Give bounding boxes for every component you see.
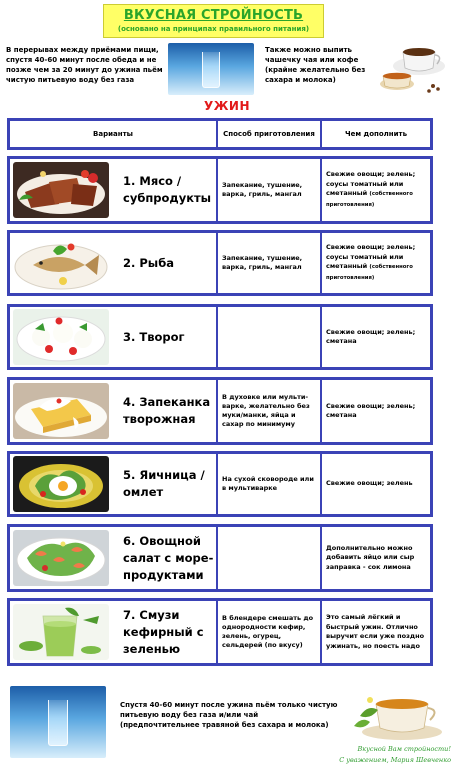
addition-cell bbox=[322, 454, 430, 514]
variant-name: 2. Рыба bbox=[123, 255, 174, 270]
addition-text: Свежие овощи; зелень; соусы томатный или сметанный bbox=[326, 243, 416, 270]
addition-text: Свежие овощи; зелень; сметана bbox=[326, 327, 416, 345]
header-method: Способ приготовления bbox=[218, 121, 322, 147]
header-addition: Чем дополнить bbox=[344, 130, 408, 138]
intro-tea-coffee-text: Также можно выпить чашечку чая или кофе (крайне желательно без сахара и молока) bbox=[265, 46, 366, 84]
variant-cell bbox=[10, 307, 218, 367]
variant-name: 4. Запеканка творожная bbox=[123, 395, 211, 426]
variant-cell bbox=[10, 454, 218, 514]
addition-text: Свежие овощи; зелень; соусы томатный или сметанный bbox=[326, 170, 416, 197]
variant-name: 6. Овощной салат с море-продуктами bbox=[123, 533, 214, 582]
addition-cell bbox=[322, 307, 430, 367]
method-cell: В блендере смешать до однородности кефир, зелень, огурец, сельдерей (по вкусу) bbox=[218, 601, 322, 663]
signature-line-2: С уважением, Мария Шевченко bbox=[339, 756, 451, 764]
method-cell: На сухой сковороде или в мультиварке bbox=[218, 454, 322, 514]
addition-note: (собственного приготовления) bbox=[326, 264, 413, 281]
addition-text: Свежие овощи; зелень bbox=[326, 479, 413, 488]
casserole-icon bbox=[13, 383, 109, 439]
table-row bbox=[7, 524, 433, 592]
addition-cell bbox=[322, 233, 430, 293]
intro-water-text: В перерывах между приёмами пищи, спустя 40-60 минут после обеда и не позже чем за 20 минут до ужина пьём чистую питьевую воду без газа bbox=[6, 46, 163, 84]
page-subtitle: (основано на принципах правильного питания) bbox=[117, 25, 310, 33]
outro-text: Спустя 40-60 минут после ужина пьём только чистую питьевую воду без газа и/или чай (предпочтительнее травяной без сахара и молока) bbox=[120, 701, 338, 729]
addition-text: Свежие овощи; зелень; сметана bbox=[326, 401, 416, 419]
title-banner bbox=[103, 4, 324, 38]
addition-cell bbox=[322, 380, 430, 442]
variant-cell bbox=[10, 527, 218, 589]
variant-name: 7. Смузи кефирный с зеленью bbox=[123, 607, 204, 656]
green-smoothie-icon bbox=[13, 604, 109, 660]
cottage-cheese-icon bbox=[13, 309, 109, 365]
addition-cell bbox=[322, 601, 430, 663]
glass-icon bbox=[48, 700, 68, 746]
addition-text: Это самый лёгкий и быстрый ужин. Отлично выручит если уже поздно ужинать, но поесть надо bbox=[326, 613, 425, 650]
seafood-salad-icon bbox=[13, 530, 109, 586]
variant-cell bbox=[10, 233, 218, 293]
signature-line-1: Вкусной Вам стройности! bbox=[357, 745, 451, 753]
variant-name: 5. Яичница / омлет bbox=[123, 468, 205, 499]
table-row bbox=[7, 156, 433, 224]
signature bbox=[300, 744, 454, 766]
fish-dish-icon bbox=[13, 235, 109, 291]
method-cell: В духовке или мульти-варке, желательно без муки/манки, яйца и сахар по минимуму bbox=[218, 380, 322, 442]
method-cell bbox=[218, 307, 322, 367]
meat-dish-icon bbox=[13, 162, 109, 218]
variant-name: 1. Мясо / субпродукты bbox=[123, 174, 212, 205]
tea-cup-image bbox=[340, 686, 450, 744]
addition-cell bbox=[322, 159, 430, 221]
water-glass-image-bottom bbox=[10, 686, 106, 758]
header-variants: Варианты bbox=[10, 121, 218, 147]
table-row bbox=[7, 377, 433, 445]
table-row bbox=[7, 230, 433, 296]
table-header bbox=[7, 118, 433, 150]
glass-icon bbox=[202, 52, 220, 88]
method-cell: Запекание, тушение, варка, гриль, мангал bbox=[218, 233, 322, 293]
addition-cell bbox=[322, 527, 430, 589]
table-row bbox=[7, 598, 433, 666]
table-row bbox=[7, 304, 433, 370]
section-title-dinner: УЖИН bbox=[203, 99, 251, 113]
variant-cell bbox=[10, 159, 218, 221]
method-cell bbox=[218, 527, 322, 589]
table-row bbox=[7, 451, 433, 517]
fried-egg-icon bbox=[13, 456, 109, 512]
page-title: ВКУСНАЯ СТРОЙНОСТЬ bbox=[123, 8, 304, 23]
addition-text: Дополнительно можно добавить яйцо или сыр заправка - сок лимона bbox=[326, 543, 415, 571]
method-cell: Запекание, тушение, варка, гриль, мангал bbox=[218, 159, 322, 221]
variant-name: 3. Творог bbox=[123, 329, 185, 344]
addition-note: (собственного приготовления) bbox=[326, 191, 413, 208]
variant-cell bbox=[10, 380, 218, 442]
coffee-cup-image bbox=[377, 42, 449, 98]
water-glass-image bbox=[168, 43, 254, 95]
variant-cell bbox=[10, 601, 218, 663]
